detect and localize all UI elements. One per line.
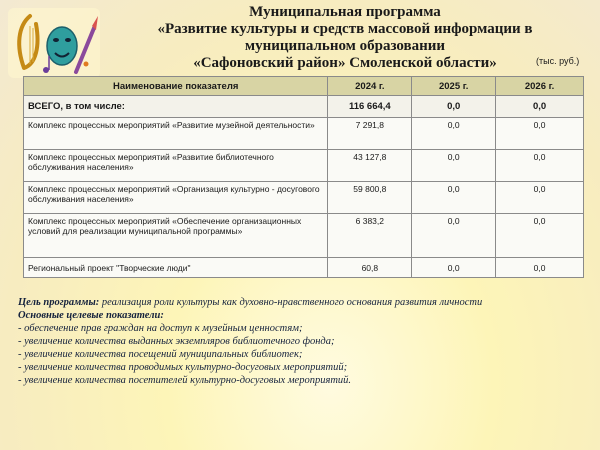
list-item: - увеличение количества посетителей культурно-досуговых мероприятий.: [18, 375, 352, 386]
title-line-3: муниципальном образовании: [244, 38, 446, 54]
row-name: Комплекс процессных мероприятий «Обеспечение организационных условий для реализации муниципальной программы»: [24, 214, 328, 258]
goal-text: реализация роли культуры как духовно-нравственного основания развития личности: [99, 297, 483, 308]
row-value-2026: 0,0: [496, 150, 584, 182]
col-header-2025: 2025 г.: [412, 77, 496, 96]
row-value-2025: 0,0: [412, 214, 496, 258]
indicators-label: Основные целевые показатели:: [18, 310, 164, 321]
indicators-list: [18, 322, 588, 387]
list-item: - увеличение количества выданных экземпляров библиотечного фонда;: [18, 336, 335, 347]
list-item: - увеличение количества проводимых культурно-досуговых мероприятий;: [18, 362, 348, 373]
row-value-2026: 0,0: [496, 258, 584, 278]
row-value-2024: 116 664,4: [328, 96, 412, 118]
table-row: [24, 150, 584, 182]
row-value-2025: 0,0: [412, 182, 496, 214]
table-row: [24, 258, 584, 278]
row-value-2026: 0,0: [496, 214, 584, 258]
row-value-2025: 0,0: [412, 118, 496, 150]
row-name: ВСЕГО, в том числе:: [24, 96, 328, 118]
row-value-2026: 0,0: [496, 182, 584, 214]
row-name: Региональный проект "Творческие люди": [24, 258, 328, 278]
list-item: - увеличение количества посещений муниципальных библиотек;: [18, 349, 303, 360]
col-header-name: Наименование показателя: [24, 77, 328, 96]
col-header-2024: 2024 г.: [328, 77, 412, 96]
row-name: Комплекс процессных мероприятий «Развитие библиотечного обслуживания населения»: [24, 150, 328, 182]
row-value-2025: 0,0: [412, 258, 496, 278]
row-value-2024: 7 291,8: [328, 118, 412, 150]
title-line-2: «Развитие культуры и средств массовой информации в: [157, 21, 533, 37]
culture-logo-icon: [6, 6, 102, 80]
col-header-2026: 2026 г.: [496, 77, 584, 96]
row-value-2025: 0,0: [412, 96, 496, 118]
table-row: [24, 118, 584, 150]
goal-line: [18, 296, 588, 309]
list-item: - обеспечение прав граждан на доступ к музейным ценностям;: [18, 323, 303, 334]
table-row-total: [24, 96, 584, 118]
row-value-2026: 0,0: [496, 96, 584, 118]
row-value-2024: 60,8: [328, 258, 412, 278]
row-value-2024: 43 127,8: [328, 150, 412, 182]
table-row: [24, 182, 584, 214]
unit-label: (тыс. руб.): [536, 56, 580, 66]
row-value-2025: 0,0: [412, 150, 496, 182]
title-line-4: «Сафоновский район» Смоленской области»: [193, 55, 497, 71]
row-name: Комплекс процессных мероприятий «Развитие музейной деятельности»: [24, 118, 328, 150]
row-value-2024: 59 800,8: [328, 182, 412, 214]
title-line-1: Муниципальная программа: [249, 4, 441, 20]
table-row: [24, 214, 584, 258]
row-name: Комплекс процессных мероприятий «Организация культурно - досугового обслуживания населения»: [24, 182, 328, 214]
table-header-row: [24, 77, 584, 96]
program-goals: [18, 296, 588, 387]
page-title: [130, 4, 560, 72]
row-value-2026: 0,0: [496, 118, 584, 150]
row-value-2024: 6 383,2: [328, 214, 412, 258]
indicators-table: [23, 76, 584, 278]
goal-label: Цель программы:: [18, 297, 100, 308]
